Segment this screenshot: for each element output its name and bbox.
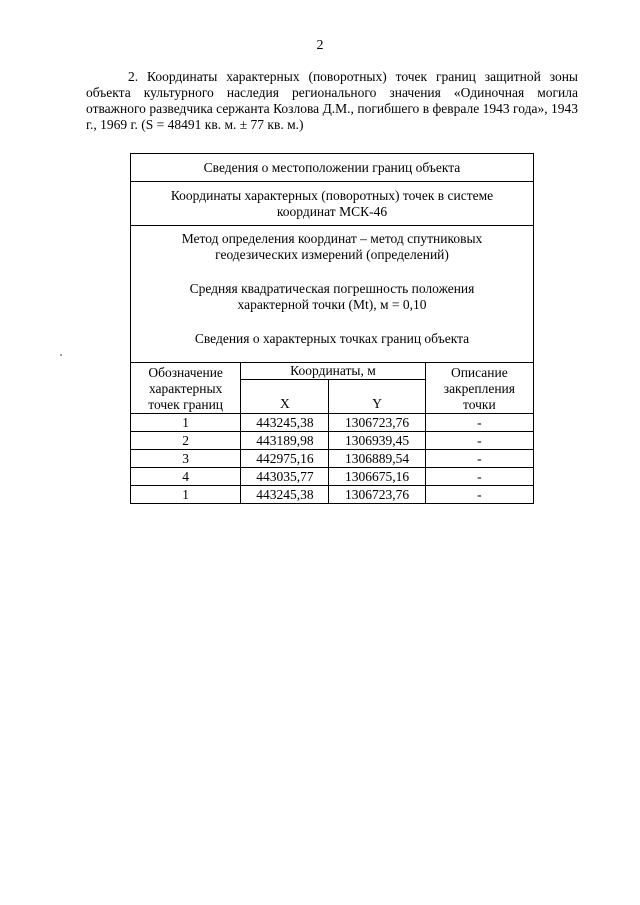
x-cell: 442975,16 [241, 450, 329, 468]
header-description-line-1: Описание [450, 365, 508, 380]
accuracy-line-2: характерной точки (Mt), м = 0,10 [237, 297, 427, 312]
x-cell: 443245,38 [241, 486, 329, 504]
y-cell: 1306723,76 [329, 486, 425, 504]
header-description-line-2: закрепления [443, 381, 515, 396]
x-cell: 443245,38 [241, 414, 329, 432]
header-point-line-3: точек границ [148, 397, 224, 412]
table-row [131, 450, 534, 468]
description-cell: - [425, 414, 533, 432]
header-description-line-3: точки [463, 397, 496, 412]
header-point [131, 363, 241, 414]
header-point-line-1: Обозначение [148, 365, 223, 380]
table-row [131, 486, 534, 504]
intro-paragraph: 2. Координаты характерных (поворотных) точек границ защитной зоны объекта культурного наследия регионального значения «Одиночная могила отважного разведчика сержанта Козлова Д.М., погибшего в феврале 1943 года», 1943 г., 1969 г. (S = 48491 кв. м. ± 77 кв. м.) [86, 69, 578, 132]
table-row [131, 468, 534, 486]
point-cell: 1 [131, 486, 241, 504]
table-row [131, 414, 534, 432]
description-cell: - [425, 450, 533, 468]
method-line-1: Метод определения координат – метод спутниковых [181, 231, 483, 246]
y-cell: 1306889,54 [329, 450, 425, 468]
header-row [131, 363, 534, 380]
section-title-row [131, 154, 534, 182]
header-x: X [241, 380, 329, 414]
coordinate-system-line-2: координат МСК-46 [276, 203, 388, 219]
method-row [131, 226, 534, 363]
table-row [131, 432, 534, 450]
boundary-table [130, 153, 534, 504]
y-cell: 1306939,45 [329, 432, 425, 450]
y-cell: 1306723,76 [329, 414, 425, 432]
header-point-line-2: характерных [148, 381, 223, 396]
coordinate-system-line-1: Координаты характерных (поворотных) точек в системе [170, 187, 494, 203]
accuracy-line-1: Средняя квадратическая погрешность положения [189, 281, 475, 296]
header-coordinates: Координаты, м [241, 363, 425, 380]
x-cell: 443035,77 [241, 468, 329, 486]
point-cell: 3 [131, 450, 241, 468]
point-cell: 4 [131, 468, 241, 486]
y-cell: 1306675,16 [329, 468, 425, 486]
method-line-2: геодезических измерений (определений) [215, 247, 449, 262]
description-cell: - [425, 486, 533, 504]
margin-mark [60, 354, 62, 356]
method-cell [131, 226, 534, 363]
coordinate-system-row [131, 182, 534, 226]
header-y: Y [329, 380, 425, 414]
x-cell: 443189,98 [241, 432, 329, 450]
points-title: Сведения о характерных точках границ объекта [194, 331, 470, 346]
description-cell: - [425, 468, 533, 486]
page-number: 2 [316, 38, 324, 53]
header-description [425, 363, 533, 414]
point-cell: 1 [131, 414, 241, 432]
coordinate-system-cell [131, 182, 534, 226]
description-cell: - [425, 432, 533, 450]
section-title: Сведения о местоположении границ объекта [131, 154, 534, 182]
point-cell: 2 [131, 432, 241, 450]
